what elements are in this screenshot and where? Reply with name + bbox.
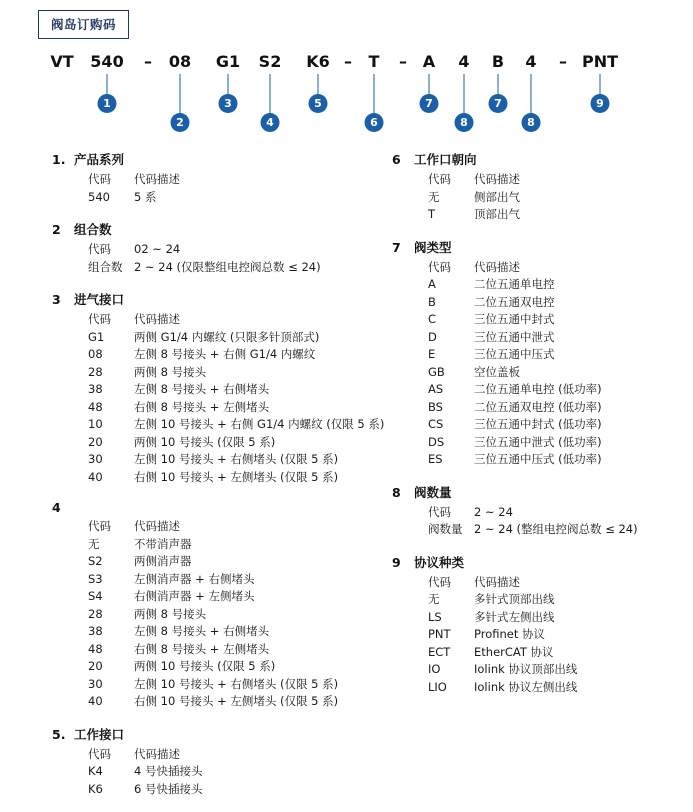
spec-row [428,189,682,207]
spec-section-header [392,483,682,501]
spec-section-number: 3 [52,292,61,307]
spec-code: AS [428,382,444,396]
right-column [392,150,682,710]
code-segment-9: PNT [581,52,619,71]
spec-code: GB [428,364,445,379]
callout-badge-6: 6 [365,113,384,132]
spec-row-list [88,746,382,799]
spec-section-number: 2 [52,222,61,237]
spec-code: A [428,277,436,291]
spec-row [88,623,382,641]
spec-code: 无 [88,536,100,551]
spec-description: 左侧 10 号接头 + 右侧堵头 (仅限 5 系) [134,676,339,691]
spec-description: 02 ~ 24 [134,242,181,256]
spec-row [428,626,682,644]
callout-badge-2: 2 [171,113,190,132]
spec-code: G1 [88,329,105,344]
spec-section-right-1 [392,150,682,224]
spec-description: 三位五通中泄式 (低功率) [474,434,602,449]
spec-row [428,206,682,224]
spec-row [88,416,385,434]
spec-row [428,294,682,312]
spec-section-header [52,725,382,743]
spec-row [428,451,682,469]
spec-row [88,606,382,624]
callout-badge-8: 8 [522,113,541,132]
spec-description: 右侧 8 号接头 + 左侧堵头 [134,641,270,656]
spec-description: 右侧 10 号接头 + 左侧堵头 (仅限 5 系) [134,694,339,708]
spec-description: 2 ~ 24 [474,504,513,519]
spec-code: K6 [88,781,103,796]
spec-description: Iolink 协议左侧出线 [474,679,578,694]
callout-leader-line [107,74,108,94]
spec-description: 左侧 8 号接头 + 右侧 G1/4 内螺纹 [134,347,316,361]
spec-section-header [52,500,382,515]
spec-description: 代码描述 [134,312,180,326]
spec-description: 顶部出气 [474,207,520,221]
spec-code: 30 [88,676,103,691]
spec-section-header [392,553,682,571]
spec-section-title: 进气接口 [74,292,125,307]
spec-code: 08 [88,347,103,361]
spec-row [88,399,382,417]
code-segment-2: 08 [168,52,192,71]
spec-row-list [428,574,682,697]
left-column [52,150,385,812]
spec-description: 二位五通双电控 [474,294,555,309]
spec-row-list [428,171,682,224]
spec-code: 20 [88,659,103,673]
callout-leader-line [180,74,181,113]
spec-code: 20 [88,434,103,449]
spec-description: 两侧 8 号接头 [134,364,207,379]
spec-description: 左侧消声器 + 右侧堵头 [134,571,255,586]
spec-code: 代码 [428,259,451,274]
spec-description: 左侧 10 号接头 + 右侧堵头 (仅限 5 系) [134,452,339,466]
spec-code: 40 [88,694,103,708]
spec-code: 无 [428,592,440,606]
spec-row [88,259,382,277]
spec-row-list [428,504,682,539]
spec-section-title: 协议种类 [414,554,465,570]
spec-section-number: 9 [392,554,401,570]
spec-code: ECT [428,644,451,659]
callout-leader-line [429,74,430,94]
spec-code: E [428,347,436,361]
spec-section-header [52,150,382,168]
spec-row [88,451,382,469]
spec-description: 右侧消声器 + 左侧堵头 [134,589,255,603]
spec-section-left-2 [52,220,382,276]
spec-description: 多针式左侧出线 [474,609,555,624]
spec-row [428,574,682,592]
spec-description: 代码描述 [134,519,180,533]
spec-description: 两侧消声器 [134,554,192,568]
spec-code: T [428,207,436,221]
spec-section-header [52,290,382,308]
spec-section-header [392,150,682,168]
spec-row [88,364,382,382]
spec-row [428,521,682,539]
callout-leader-line [498,74,499,94]
spec-description: Profinet 协议 [474,627,546,641]
spec-description: 侧部出气 [474,189,520,204]
code-separator: VT [50,52,74,71]
spec-description: 右侧 10 号接头 + 左侧堵头 (仅限 5 系) [134,469,339,484]
spec-row [428,311,682,329]
callout-leader-line [600,74,601,94]
spec-row [428,644,682,662]
spec-section-number: 4 [52,500,61,515]
callout-badge-3: 3 [219,94,238,113]
code-separator: – [559,52,567,71]
spec-section-title: 阀数量 [414,484,452,500]
spec-code: 代码 [88,519,111,533]
spec-row [88,311,382,329]
spec-code: 38 [88,624,103,638]
spec-code: 代码 [428,504,451,519]
spec-code: BS [428,399,443,414]
spec-description: 不带消声器 [134,536,192,551]
spec-section-right-4 [392,553,682,697]
spec-row [88,676,382,694]
spec-description: 空位盖板 [474,364,520,379]
spec-row [88,571,382,589]
spec-description: 三位五通中封式 [474,312,555,326]
spec-row [428,434,682,452]
callout-leader-line [374,74,375,113]
spec-section-header [52,220,382,238]
spec-row [88,171,382,189]
spec-code: LIO [428,679,447,694]
spec-description: 二位五通单电控 [474,277,555,291]
spec-description: 三位五通中封式 (低功率) [474,417,602,431]
callout-badge-1: 1 [98,94,117,113]
spec-code: 48 [88,399,103,414]
spec-row [88,241,382,259]
spec-row [428,399,682,417]
spec-description: 左侧 8 号接头 + 右侧堵头 [134,382,270,396]
spec-code: 28 [88,364,103,379]
spec-section-number: 6 [392,152,401,167]
spec-description: 6 号快插接头 [134,781,203,796]
spec-row [428,661,682,679]
spec-row [88,189,382,207]
spec-description: 4 号快插接头 [134,764,203,778]
spec-description: 代码描述 [474,172,520,186]
spec-description: 2 ~ 24 (整组电控阀总数 ≤ 24) [474,522,638,536]
spec-description: 二位五通双电控 (低功率) [474,399,602,414]
spec-code: 无 [428,189,440,204]
spec-code: 540 [88,189,110,204]
spec-code: PNT [428,627,451,641]
spec-code: D [428,329,437,344]
spec-description: 代码描述 [474,259,520,274]
spec-row [88,746,382,764]
spec-code: 代码 [88,242,111,256]
spec-code: 38 [88,382,103,396]
spec-code: S3 [88,571,103,586]
spec-description: Iolink 协议顶部出线 [474,662,578,676]
code-segment-7: B [491,52,505,71]
spec-row [428,504,682,522]
callout-leader-line [228,74,229,94]
spec-code: 代码 [428,574,451,589]
spec-code: 代码 [88,172,111,186]
spec-row [88,518,382,536]
spec-code: 40 [88,469,103,484]
spec-description: 代码描述 [134,746,180,761]
spec-description: 代码描述 [474,574,520,589]
spec-code: ES [428,452,443,466]
spec-description: 两侧 10 号接头 (仅限 5 系) [134,659,276,673]
spec-section-title: 产品系列 [74,152,125,167]
spec-row [428,416,682,434]
spec-description: 代码描述 [134,172,180,186]
code-segment-4: S2 [258,52,282,71]
spec-row [428,381,682,399]
spec-code: B [428,294,436,309]
spec-description: 右侧 8 号接头 + 左侧堵头 [134,399,270,414]
spec-row [88,346,382,364]
spec-code: 组合数 [88,259,123,274]
spec-description: 两侧 8 号接头 [134,606,207,621]
spec-description: 左侧 10 号接头 + 右侧 G1/4 内螺纹 (仅限 5 系) [134,417,385,431]
spec-row [88,329,382,347]
spec-code: IO [428,662,441,676]
spec-row [88,536,382,554]
spec-section-number: 1. [52,152,66,167]
code-segment-5: K6 [306,52,330,71]
spec-description: 两侧 10 号接头 (仅限 5 系) [134,434,276,449]
spec-section-title: 工作接口 [74,726,125,742]
spec-section-number: 5. [52,726,66,742]
spec-row [428,346,682,364]
spec-row [428,591,682,609]
callout-badge-4: 4 [261,113,280,132]
spec-row [428,171,682,189]
spec-row [428,329,682,347]
spec-description: EtherCAT 协议 [474,644,554,659]
code-separator: – [344,52,352,71]
callout-badge-7: 7 [489,94,508,113]
spec-code: CS [428,417,444,431]
spec-code: 代码 [88,312,111,326]
spec-code: 30 [88,452,103,466]
spec-section-title: 阀类型 [414,239,452,255]
spec-row [88,434,382,452]
code-segment-3: G1 [215,52,241,71]
code-segment-6: T [368,52,380,71]
spec-row [88,588,382,606]
spec-code: 代码 [428,172,451,186]
spec-row [88,553,382,571]
spec-section-right-3 [392,483,682,539]
code-separator: – [144,52,152,71]
spec-row [88,658,382,676]
spec-row [428,609,682,627]
callout-leader-line [531,74,532,113]
spec-description: 2 ~ 24 (仅限整组电控阀总数 ≤ 24) [134,259,321,274]
spec-section-header [392,238,682,256]
spec-code: 28 [88,606,103,621]
spec-row-list [88,518,382,711]
spec-description: 两侧 G1/4 内螺纹 (只限多针顶部式) [134,329,320,344]
spec-row [88,381,382,399]
spec-section-number: 7 [392,239,401,255]
spec-row [88,763,382,781]
callout-leader-line [464,74,465,113]
callout-leader-line [270,74,271,113]
spec-row-list [88,171,382,206]
spec-section-left-4 [52,500,382,711]
spec-description: 三位五通中压式 [474,347,555,361]
spec-row [88,781,382,799]
spec-code: 阀数量 [428,522,463,536]
code-segment-7: A [422,52,436,71]
spec-row [88,641,382,659]
document-title-block [38,10,129,39]
spec-section-left-3 [52,290,385,486]
spec-row-list [88,241,382,276]
spec-code: S4 [88,589,103,603]
spec-section-right-2 [392,238,682,469]
spec-row [428,364,682,382]
spec-row [428,276,682,294]
spec-row [88,469,382,487]
spec-description: 多针式顶部出线 [474,592,555,606]
spec-code: K4 [88,764,103,778]
code-segment-8: 4 [525,52,537,71]
spec-row-list [88,311,385,486]
spec-code: LS [428,609,442,624]
code-segment-8: 4 [458,52,470,71]
callout-leader-line [318,74,319,94]
page-title: 阀岛订购码 [38,10,129,39]
spec-section-title: 组合数 [74,222,112,237]
callout-badge-9: 9 [591,94,610,113]
spec-description: 三位五通中泄式 [474,329,555,344]
code-separator: – [399,52,407,71]
spec-description: 三位五通中压式 (低功率) [474,452,602,466]
spec-code: C [428,312,437,326]
spec-section-title: 工作口朝向 [414,152,477,167]
callout-badge-5: 5 [309,94,328,113]
code-segment-1: 540 [90,52,124,71]
spec-section-number: 8 [392,484,401,500]
spec-description: 5 系 [134,189,157,204]
spec-row [88,693,382,711]
spec-description: 二位五通单电控 (低功率) [474,382,602,396]
spec-code: DS [428,434,445,449]
spec-row [428,679,682,697]
order-code-diagram [0,42,693,132]
spec-section-left-1 [52,150,382,206]
spec-code: 代码 [88,746,111,761]
spec-row [428,259,682,277]
spec-code: 48 [88,641,103,656]
callout-badge-8: 8 [455,113,474,132]
spec-code: 10 [88,417,103,431]
callout-badge-7: 7 [420,94,439,113]
spec-code: S2 [88,554,103,568]
spec-section-left-5 [52,725,382,799]
spec-row-list [428,259,682,469]
spec-description: 左侧 8 号接头 + 右侧堵头 [134,624,270,638]
